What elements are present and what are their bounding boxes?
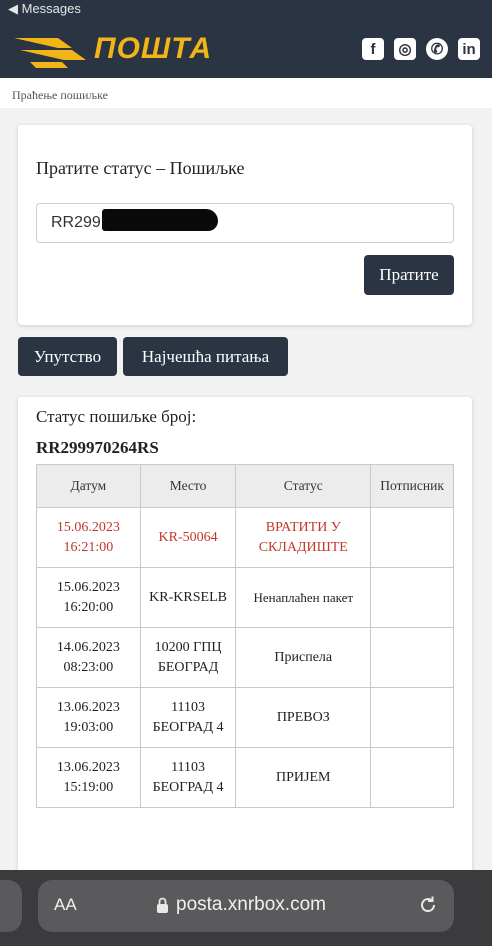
cell-date	[37, 748, 141, 808]
status-text: ВРАТИТИ У	[265, 519, 341, 535]
cell-place	[140, 508, 236, 568]
tracking-number-input[interactable]	[36, 203, 454, 243]
status-card	[18, 397, 472, 877]
table-header-row	[37, 465, 454, 508]
time-text: 16:20:00	[63, 599, 114, 615]
tracking-title: Пратите статус – Пошиљке	[36, 158, 245, 178]
reader-settings-button[interactable]: AA	[54, 895, 77, 914]
cell-date	[37, 508, 141, 568]
status-text-line2: СКЛАДИШТЕ	[258, 539, 348, 555]
place-text: KR-50064	[158, 529, 218, 545]
place-text: 10200 ГПЦ	[154, 639, 222, 655]
cell-status	[236, 688, 371, 748]
site-header	[0, 0, 492, 78]
linkedin-icon[interactable]: in	[458, 38, 480, 60]
logo-wordmark: ПОШТА	[94, 32, 213, 65]
lock-icon	[156, 897, 169, 914]
tracking-card	[18, 125, 472, 325]
time-text: 16:21:00	[63, 539, 114, 555]
table-row	[37, 688, 454, 748]
cell-signer	[371, 748, 454, 808]
faq-button[interactable]: Најчешћа питања	[123, 337, 288, 376]
status-text: ПРЕВОЗ	[276, 709, 330, 725]
place-text-line2: БЕОГРАД 4	[152, 779, 224, 795]
redaction-mark	[102, 209, 218, 231]
browser-toolbar	[0, 870, 492, 946]
place-text: 11103	[171, 759, 206, 775]
table-row	[37, 508, 454, 568]
previous-tab-stub[interactable]	[0, 880, 22, 932]
time-text: 15:19:00	[63, 779, 114, 795]
status-text: Ненаплаћен пакет	[253, 589, 354, 605]
place-text: 11103	[171, 699, 206, 715]
table-row	[37, 568, 454, 628]
cell-place	[140, 628, 236, 688]
time-text: 19:03:00	[63, 719, 114, 735]
date-text: 14.06.2023	[56, 639, 120, 655]
reload-icon[interactable]	[416, 893, 440, 917]
table-row	[37, 748, 454, 808]
place-text-line2: БЕОГРАД	[157, 659, 219, 675]
cell-date	[37, 568, 141, 628]
guide-button[interactable]: Упутство	[18, 337, 117, 376]
column-header-place: Место	[140, 465, 236, 508]
date-text: 13.06.2023	[56, 759, 120, 775]
address-bar[interactable]	[38, 880, 454, 932]
status-text: Приспела	[274, 649, 333, 665]
cell-status	[236, 568, 371, 628]
posta-horn-icon	[12, 30, 92, 70]
time-text: 08:23:00	[63, 659, 114, 675]
status-label: Статус пошиљке број:	[36, 407, 197, 426]
cell-signer	[371, 628, 454, 688]
column-header-status: Статус	[236, 465, 371, 508]
facebook-icon[interactable]: f	[362, 38, 384, 60]
cell-status	[236, 508, 371, 568]
social-links	[362, 38, 480, 60]
posta-logo[interactable]	[12, 30, 227, 70]
column-header-signer: Потписник	[371, 465, 454, 508]
cell-place	[140, 688, 236, 748]
tracking-history-table	[36, 464, 454, 808]
date-text: 15.06.2023	[56, 579, 120, 595]
cell-signer	[371, 508, 454, 568]
cell-place	[140, 748, 236, 808]
cell-status	[236, 748, 371, 808]
cell-signer	[371, 688, 454, 748]
shipment-number: RR299970264RS	[36, 438, 159, 457]
cell-date	[37, 688, 141, 748]
date-text: 13.06.2023	[56, 699, 120, 715]
breadcrumb-current: Праћење пошиљке	[12, 88, 108, 102]
column-header-date: Датум	[37, 465, 141, 508]
instagram-icon[interactable]: ◎	[394, 38, 416, 60]
cell-place	[140, 568, 236, 628]
date-text: 15.06.2023	[56, 519, 120, 535]
url-text: posta.xnrbox.com	[176, 894, 326, 915]
viber-icon[interactable]: ✆	[426, 38, 448, 60]
breadcrumb	[0, 78, 492, 108]
place-text-line2: БЕОГРАД 4	[152, 719, 224, 735]
table-row	[37, 628, 454, 688]
cell-status	[236, 628, 371, 688]
place-text: KR-KRSELB	[149, 589, 227, 605]
cell-date	[37, 628, 141, 688]
track-button[interactable]: Пратите	[364, 255, 454, 295]
cell-signer	[371, 568, 454, 628]
back-to-messages-link[interactable]: ◀ Messages	[8, 1, 81, 16]
status-text: ПРИЈЕМ	[276, 769, 331, 785]
